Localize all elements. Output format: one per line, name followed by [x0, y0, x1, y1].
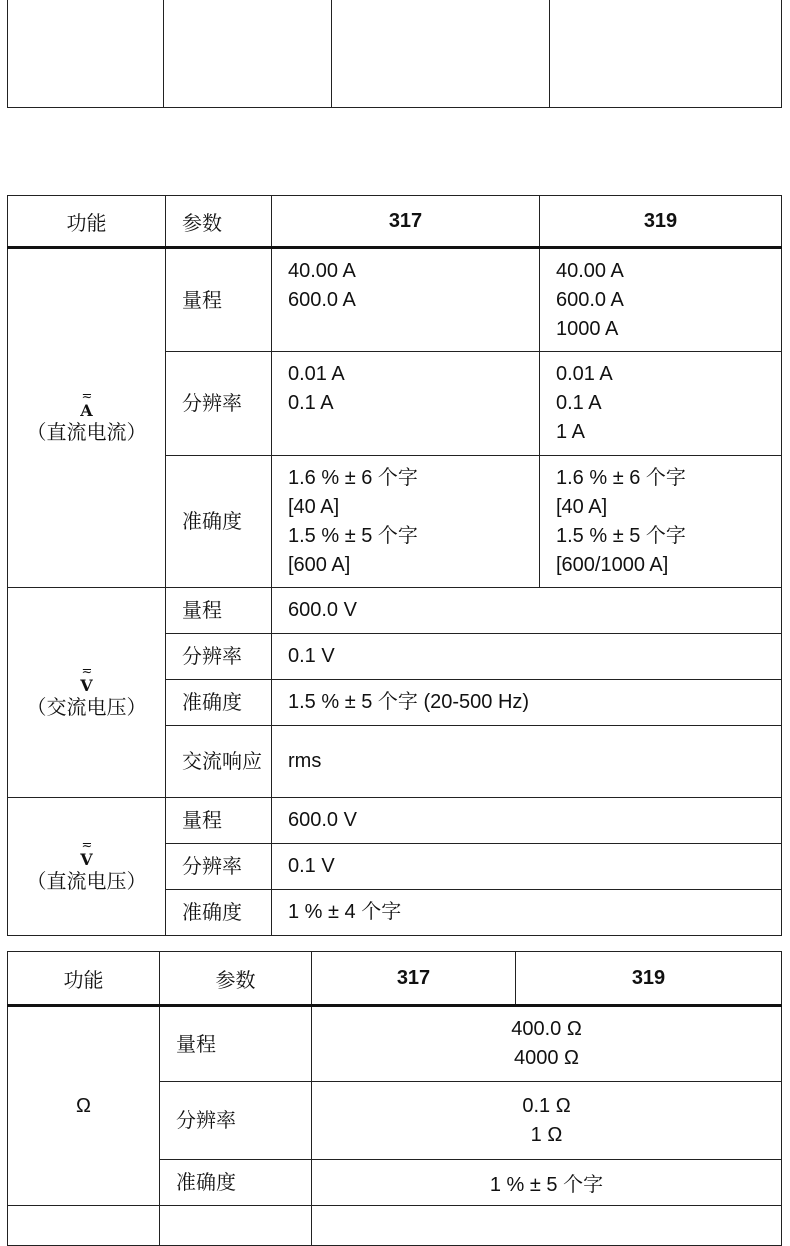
value-317	[272, 352, 540, 456]
volt-symbol: V	[80, 849, 93, 869]
ac-dc-wave-icon: ≂	[81, 389, 92, 404]
param-resolution: 分辨率	[166, 844, 272, 890]
param-range: 量程	[166, 588, 272, 634]
spec-table-current-voltage	[7, 195, 782, 936]
dc-voltage-symbol	[8, 839, 165, 868]
param-accuracy: 准确度	[166, 890, 272, 936]
ac-dc-wave-icon: ≂	[81, 837, 92, 853]
value-shared: 0.1 V	[272, 634, 782, 680]
param-accuracy: 准确度	[166, 456, 272, 588]
function-resistance	[8, 1006, 160, 1206]
value-line: [600/1000 A]	[556, 553, 669, 576]
empty-cell	[164, 0, 332, 108]
value-shared: rms	[272, 726, 782, 798]
param-range: 量程	[166, 248, 272, 352]
value-line: 1.5 % ± 5 个字	[556, 524, 686, 547]
value-line: 1.6 % ± 6 个字	[288, 466, 418, 489]
value-line: 1 Ω	[530, 1123, 563, 1146]
header-function: 功能	[8, 952, 160, 1006]
value-shared: 1 % ± 4 个字	[272, 890, 782, 936]
value-line: [600 A]	[288, 553, 351, 576]
empty-cell	[332, 0, 550, 108]
value-line: 1.5 % ± 5 个字	[288, 524, 418, 547]
header-model-319: 319	[540, 196, 782, 248]
function-dc-current	[8, 248, 166, 588]
value-shared	[312, 1082, 782, 1160]
param-resolution: 分辨率	[166, 634, 272, 680]
value-line: 0.01 A	[288, 363, 345, 385]
value-317	[272, 248, 540, 352]
ac-voltage-symbol	[8, 665, 165, 694]
value-shared: 600.0 V	[272, 798, 782, 844]
empty-cell	[8, 0, 164, 108]
ohm-symbol: Ω	[76, 1094, 91, 1117]
dc-current-symbol	[8, 390, 165, 419]
header-function: 功能	[8, 196, 166, 248]
empty-cell	[312, 1206, 782, 1246]
value-317	[272, 456, 540, 588]
param-range: 量程	[160, 1006, 312, 1082]
param-accuracy: 准确度	[160, 1160, 312, 1206]
header-model-319: 319	[516, 952, 782, 1006]
value-line: [40 A]	[288, 495, 340, 518]
value-line: 1 A	[556, 421, 585, 443]
header-model-317: 317	[272, 196, 540, 248]
value-line: 0.01 A	[556, 363, 613, 385]
value-line: 600.0 A	[288, 288, 356, 311]
value-319	[540, 352, 782, 456]
value-shared	[312, 1006, 782, 1082]
value-shared: 0.1 V	[272, 844, 782, 890]
param-ac-response: 交流响应	[166, 726, 272, 798]
function-name: （直流电压）	[26, 868, 147, 893]
function-dc-voltage	[8, 798, 166, 936]
value-line: 40.00 A	[556, 259, 624, 282]
value-line: 40.00 A	[288, 259, 356, 282]
value-line: 4000 Ω	[514, 1047, 579, 1069]
volt-symbol: V	[80, 675, 93, 695]
value-line: 1.6 % ± 6 个字	[556, 466, 686, 489]
value-shared: 1 % ± 5 个字	[312, 1160, 782, 1206]
function-name: （直流电流）	[26, 420, 147, 444]
param-resolution: 分辨率	[160, 1082, 312, 1160]
empty-cell	[8, 1206, 160, 1246]
value-line: [40 A]	[556, 495, 608, 518]
value-line: 1000 A	[556, 317, 619, 340]
value-line: 0.1 A	[288, 392, 334, 414]
param-resolution: 分辨率	[166, 352, 272, 456]
spec-table-resistance	[7, 951, 782, 1246]
value-shared: 600.0 V	[272, 588, 782, 634]
empty-cell	[160, 1206, 312, 1246]
function-name: （交流电压）	[26, 694, 147, 719]
function-ac-voltage	[8, 588, 166, 798]
empty-cell	[550, 0, 782, 108]
header-parameter: 参数	[160, 952, 312, 1006]
header-parameter: 参数	[166, 196, 272, 248]
param-range: 量程	[166, 798, 272, 844]
value-shared: 1.5 % ± 5 个字 (20-500 Hz)	[272, 680, 782, 726]
param-accuracy: 准确度	[166, 680, 272, 726]
value-319	[540, 248, 782, 352]
header-model-317: 317	[312, 952, 516, 1006]
ac-dc-wave-icon: ≂	[81, 663, 92, 679]
ampere-symbol: A	[80, 401, 93, 420]
value-line: 0.1 Ω	[522, 1094, 571, 1117]
value-line: 400.0 Ω	[511, 1018, 582, 1040]
previous-table-fragment	[7, 0, 782, 108]
value-line: 0.1 A	[556, 392, 602, 414]
value-line: 600.0 A	[556, 288, 624, 311]
value-319	[540, 456, 782, 588]
